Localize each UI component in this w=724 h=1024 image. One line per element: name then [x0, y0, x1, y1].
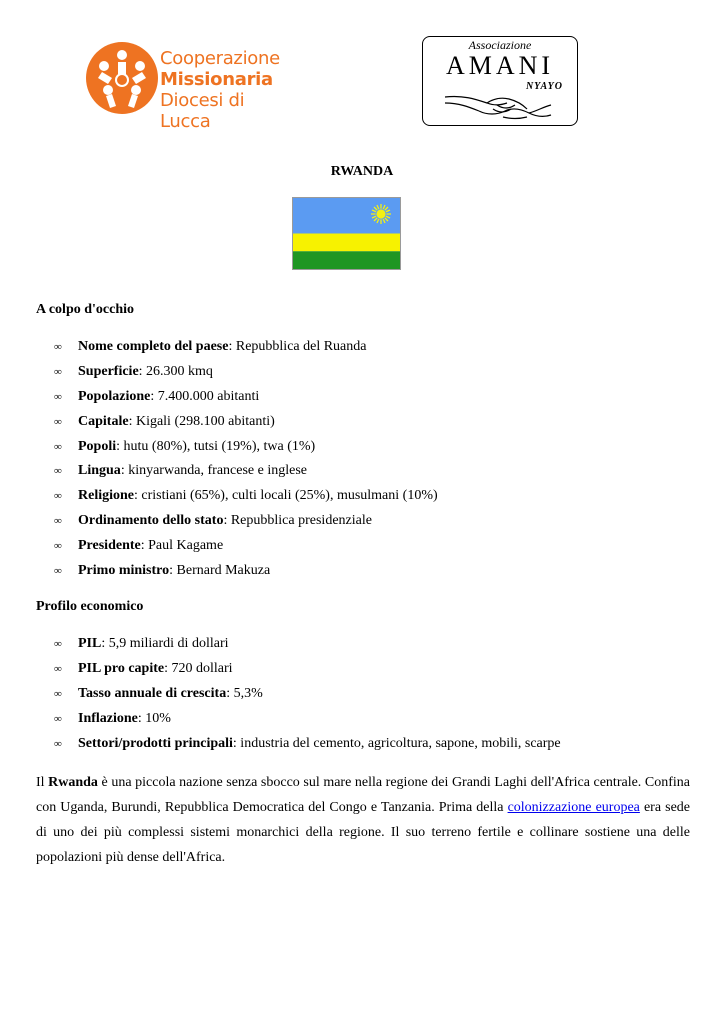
list-item	[54, 438, 694, 463]
item-value: : Kigali (298.100 abitanti)	[128, 413, 275, 429]
item-value: : hutu (80%), tutsi (19%), twa (1%)	[116, 438, 316, 454]
item-value: : 5,3%	[226, 685, 263, 701]
item-value: : industria del cemento, agricoltura, sapone, mobili, scarpe	[232, 735, 561, 751]
item-label: Popoli	[78, 438, 117, 454]
infinity-bullet-icon: ∞	[54, 662, 62, 675]
item-value: : 7.400.000 abitanti	[150, 388, 260, 404]
infinity-bullet-icon: ∞	[54, 465, 62, 478]
list-item	[54, 562, 694, 587]
amani-nyayo-logo	[422, 36, 578, 126]
item-value: : Paul Kagame	[140, 538, 224, 554]
item-label: Superficie	[78, 363, 139, 379]
people-circle-icon	[84, 40, 160, 116]
item-label: Settori/prodotti principali	[78, 735, 233, 751]
item-value: : cristiani (65%), culti locali (25%), musulmani (10%)	[134, 488, 438, 504]
infinity-bullet-icon: ∞	[54, 638, 62, 650]
item-value: : 10%	[137, 710, 171, 726]
page-title: RWANDA	[330, 164, 394, 179]
infinity-bullet-icon: ∞	[54, 490, 62, 503]
description-paragraph	[36, 770, 690, 870]
item-label: Inflazione	[78, 710, 138, 726]
list-item	[54, 735, 694, 760]
infinity-bullet-icon: ∞	[54, 341, 62, 353]
list-item	[54, 413, 694, 438]
infinity-bullet-icon: ∞	[54, 687, 62, 700]
sun-icon	[371, 204, 391, 224]
item-value: : 720 dollari	[164, 660, 233, 676]
list-item	[54, 462, 694, 487]
list-item	[54, 512, 694, 537]
infinity-bullet-icon: ∞	[54, 540, 62, 553]
logo-line-1: Cooperazione	[160, 48, 280, 69]
logo-amani: AMANI	[445, 51, 555, 80]
infinity-bullet-icon: ∞	[54, 712, 62, 725]
colonizzazione-link[interactable]: colonizzazione europea	[507, 800, 640, 815]
para-pre: Il	[36, 775, 49, 790]
item-value: : 26.300 kmq	[138, 363, 213, 379]
item-value: : Repubblica del Ruanda	[228, 339, 367, 354]
logo-associazione: Associazione	[468, 38, 532, 52]
infinity-bullet-icon: ∞	[54, 737, 62, 750]
infinity-bullet-icon: ∞	[54, 565, 62, 578]
list-item	[54, 338, 694, 363]
logo-line-3: Diocesi di Lucca	[160, 90, 245, 132]
item-label: Religione	[78, 488, 134, 504]
infinity-bullet-icon: ∞	[54, 365, 62, 378]
logo-line-2: Missionaria	[160, 69, 273, 90]
infinity-bullet-icon: ∞	[54, 440, 62, 453]
item-label: Presidente	[78, 538, 141, 554]
para-text-1: è una piccola nazione senza sbocco sul mare nella regione dei Grandi Laghi dell'Africa centrale. Confina con Uganda, Burundi, Repubblica Democratica del Congo e Tanzania. Prima della	[36, 775, 690, 815]
cooperazione-missionaria-logo	[84, 40, 280, 132]
list-item	[54, 363, 694, 388]
logo-text	[160, 48, 280, 132]
list-item	[54, 388, 694, 413]
item-value: : kinyarwanda, francese e inglese	[120, 463, 308, 479]
list-item	[54, 635, 694, 660]
handshake-icon	[443, 89, 553, 123]
item-value: : Repubblica presidenziale	[223, 513, 372, 529]
infinity-bullet-icon: ∞	[54, 390, 62, 403]
item-label: Ordinamento dello stato	[78, 513, 224, 529]
infinity-bullet-icon: ∞	[54, 515, 62, 528]
list-item	[54, 487, 694, 512]
infinity-bullet-icon: ∞	[54, 415, 62, 428]
item-value: : 5,9 miliardi di dollari	[101, 636, 229, 651]
economy-list	[54, 635, 694, 759]
item-label: Primo ministro	[78, 563, 170, 579]
item-value: : Bernard Makuza	[169, 563, 271, 579]
list-item	[54, 685, 694, 710]
para-text-2: era sede di uno dei più complessi sistemi monarchici della regione. Il suo terreno fertile e collinare sostiene una delle popolazioni più dense dell'Africa.	[36, 800, 690, 865]
list-item	[54, 537, 694, 562]
section-heading-profilo-economico: Profilo economico	[36, 599, 144, 614]
list-item	[54, 710, 694, 735]
facts-list	[54, 338, 694, 587]
item-label: PIL pro capite	[78, 660, 165, 676]
para-bold: Rwanda	[48, 775, 98, 790]
logo-nyayo: NYAYO	[525, 81, 563, 92]
item-label: Capitale	[78, 413, 129, 429]
list-item	[54, 660, 694, 685]
item-label: Tasso annuale di crescita	[78, 685, 227, 701]
rwanda-flag	[292, 197, 401, 270]
item-label: PIL	[78, 636, 102, 651]
item-label: Nome completo del paese	[78, 339, 229, 354]
item-label: Popolazione	[78, 388, 151, 404]
section-heading-colpo-docchio: A colpo d'occhio	[36, 302, 135, 317]
item-label: Lingua	[78, 463, 121, 479]
